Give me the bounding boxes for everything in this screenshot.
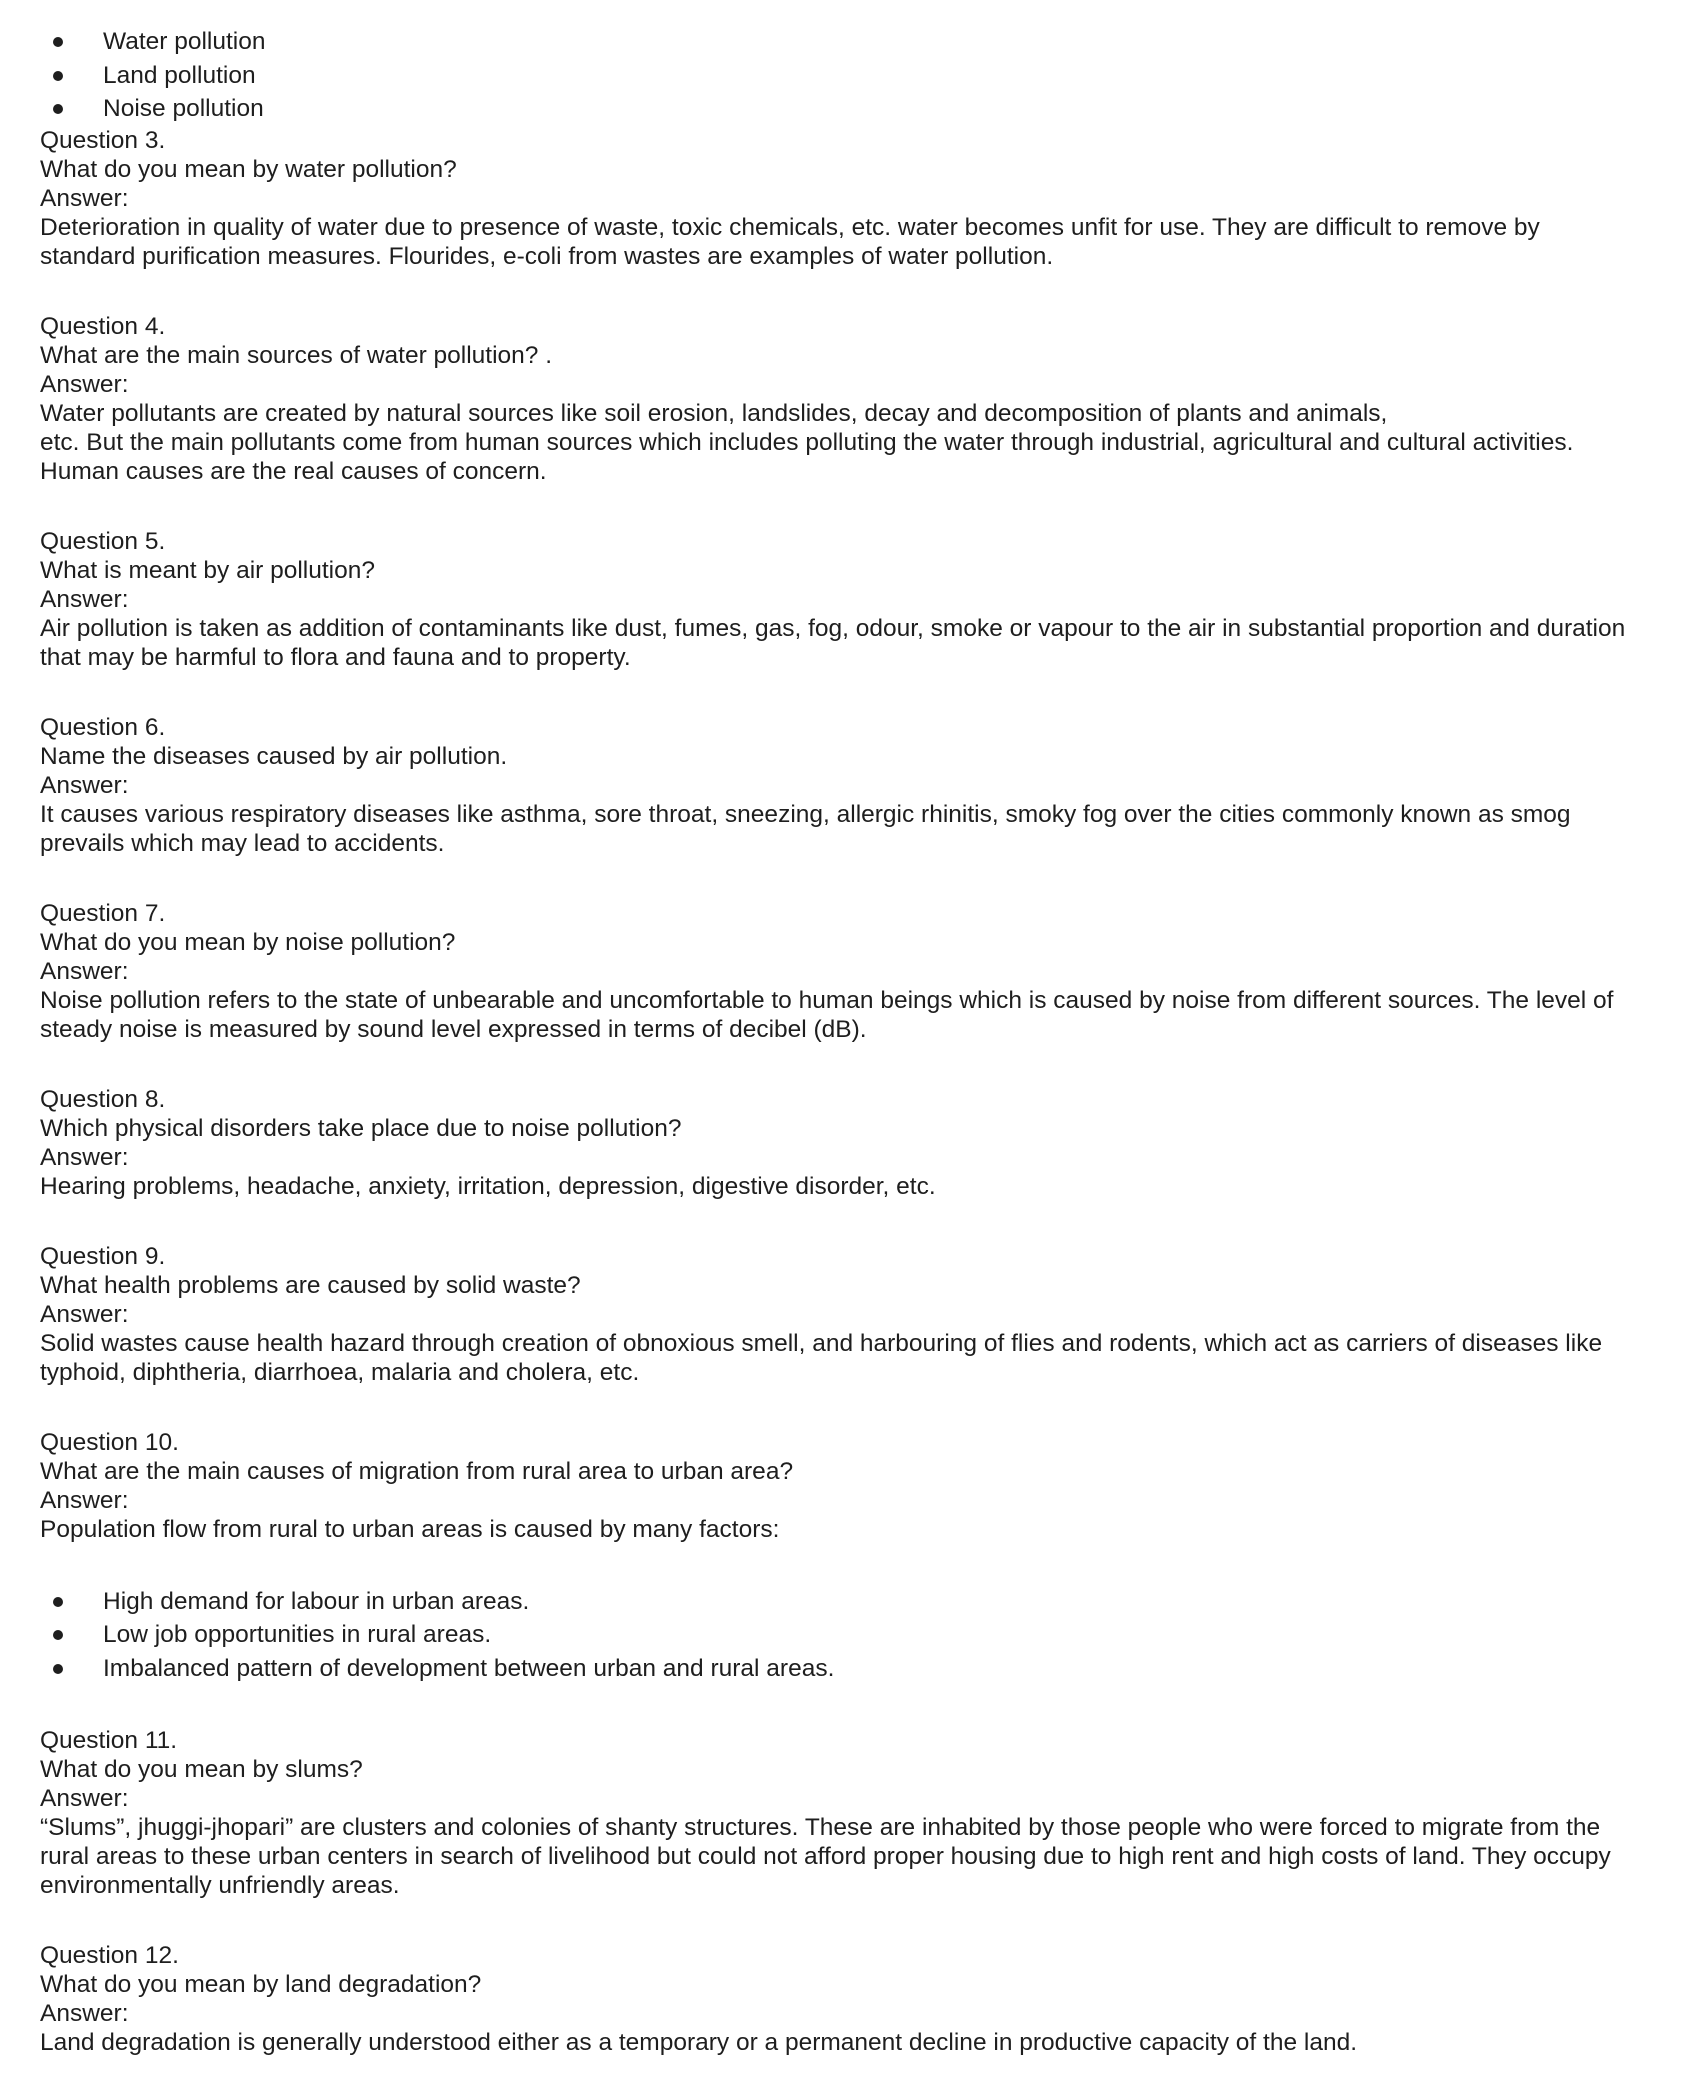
- answer-label: Answer:: [40, 184, 129, 212]
- answer-line: rural areas to these urban centers in search of livelihood but could not afford proper housing due to high rent and high costs of land. They occupy: [40, 1843, 1611, 1870]
- qa-block-5: [40, 527, 1664, 672]
- question-label: Question 6.: [40, 713, 166, 741]
- answer-line: etc. But the main pollutants come from human sources which includes polluting the water through industrial, agricultural and cultural activities.: [40, 428, 1574, 456]
- list-item-text: Imbalanced pattern of development between urban and rural areas.: [103, 1654, 835, 1682]
- list-item: [40, 1585, 1664, 1619]
- list-item: [40, 92, 1664, 126]
- answer-line: Water pollutants are created by natural sources like soil erosion, landslides, decay and decomposition of plants and animals,: [40, 399, 1388, 427]
- question-text: What do you mean by slums?: [40, 1756, 363, 1783]
- question-label: Question 5.: [40, 527, 166, 555]
- list-item-text: Noise pollution: [103, 95, 264, 122]
- answer-line: steady noise is measured by sound level expressed in terms of decibel (dB).: [40, 1015, 867, 1043]
- list-item: [40, 1618, 1664, 1652]
- bullet-icon: [53, 1630, 63, 1640]
- question-text: What do you mean by noise pollution?: [40, 928, 456, 956]
- qa-block-4: [40, 312, 1664, 486]
- migration-causes-list: [40, 1585, 1664, 1686]
- question-text: What do you mean by land degradation?: [40, 1971, 482, 1998]
- bullet-icon: [53, 1597, 63, 1607]
- answer-line: prevails which may lead to accidents.: [40, 829, 445, 857]
- answer-label: Answer:: [40, 585, 129, 613]
- bullet-icon: [53, 1664, 63, 1674]
- question-label: Question 8.: [40, 1085, 166, 1113]
- answer-line: Air pollution is taken as addition of contaminants like dust, fumes, gas, fog, odour, smoke or vapour to the air in substantial proportion and duration: [40, 614, 1626, 642]
- answer-label: Answer:: [40, 1143, 129, 1171]
- qa-block-10: [40, 1428, 1664, 1686]
- qa-block-3: [40, 126, 1664, 271]
- bullet-icon: [53, 37, 63, 47]
- qa-block-6: [40, 713, 1664, 858]
- list-item: [40, 59, 1664, 93]
- answer-line: Hearing problems, headache, anxiety, irritation, depression, digestive disorder, etc.: [40, 1172, 936, 1200]
- answer-line: standard purification measures. Flourides, e-coli from wastes are examples of water pollution.: [40, 242, 1054, 270]
- answer-line: environmentally unfriendly areas.: [40, 1872, 400, 1899]
- list-item: [40, 1652, 1664, 1686]
- answer-line: Land degradation is generally understood either as a temporary or a permanent decline in productive capacity of the land.: [40, 2029, 1358, 2056]
- bullet-icon: [53, 71, 63, 81]
- answer-label: Answer:: [40, 957, 129, 985]
- question-text: What are the main sources of water pollution? .: [40, 341, 553, 369]
- list-item: [40, 25, 1664, 59]
- question-label: Question 4.: [40, 312, 166, 340]
- qa-block-12: [40, 1941, 1664, 2057]
- qa-block-11: [40, 1726, 1664, 1900]
- qa-block-8: [40, 1085, 1664, 1201]
- question-label: Question 10.: [40, 1428, 179, 1456]
- answer-label: Answer:: [40, 1785, 129, 1812]
- answer-line: “Slums”, jhuggi-jhopari” are clusters and colonies of shanty structures. These are inhabited by those people who were forced to migrate from the: [40, 1814, 1601, 1841]
- answer-line: Human causes are the real causes of concern.: [40, 457, 547, 485]
- qa-block-7: [40, 899, 1664, 1044]
- bullet-icon: [53, 104, 63, 114]
- list-item-text: High demand for labour in urban areas.: [103, 1587, 530, 1615]
- list-item-text: Land pollution: [103, 61, 256, 89]
- answer-line: that may be harmful to flora and fauna and to property.: [40, 643, 631, 671]
- answer-line: It causes various respiratory diseases like asthma, sore throat, sneezing, allergic rhinitis, smoky fog over the cities commonly known as smog: [40, 800, 1571, 828]
- question-label: Question 7.: [40, 899, 166, 927]
- answer-line: typhoid, diphtheria, diarrhoea, malaria and cholera, etc.: [40, 1358, 640, 1386]
- question-text: What are the main causes of migration from rural area to urban area?: [40, 1457, 794, 1485]
- question-label: Question 12.: [40, 1942, 179, 1969]
- answer-label: Answer:: [40, 771, 129, 799]
- answer-label: Answer:: [40, 1486, 129, 1514]
- list-item-text: Water pollution: [103, 28, 266, 55]
- answer-label: Answer:: [40, 370, 129, 398]
- question-label: Question 9.: [40, 1242, 166, 1270]
- intro-bullet-list: [40, 25, 1664, 126]
- answer-line: Deterioration in quality of water due to presence of waste, toxic chemicals, etc. water becomes unfit for use. They are difficult to remove by: [40, 213, 1540, 241]
- question-label: Question 3.: [40, 126, 166, 154]
- answer-label: Answer:: [40, 2000, 129, 2027]
- question-text: What do you mean by water pollution?: [40, 155, 457, 183]
- list-item-text: Low job opportunities in rural areas.: [103, 1621, 492, 1648]
- question-text: What health problems are caused by solid waste?: [40, 1271, 581, 1299]
- question-text: Name the diseases caused by air pollution.: [40, 742, 508, 770]
- question-text: Which physical disorders take place due to noise pollution?: [40, 1114, 682, 1142]
- question-text: What is meant by air pollution?: [40, 556, 375, 584]
- answer-line: Population flow from rural to urban areas is caused by many factors:: [40, 1515, 780, 1543]
- answer-line: Solid wastes cause health hazard through creation of obnoxious smell, and harbouring of flies and rodents, which act as carriers of diseases like: [40, 1329, 1603, 1357]
- answer-line: Noise pollution refers to the state of unbearable and uncomfortable to human beings which is caused by noise from different sources. The level of: [40, 986, 1614, 1014]
- answer-label: Answer:: [40, 1300, 129, 1328]
- qa-block-9: [40, 1242, 1664, 1387]
- question-label: Question 11.: [40, 1727, 178, 1754]
